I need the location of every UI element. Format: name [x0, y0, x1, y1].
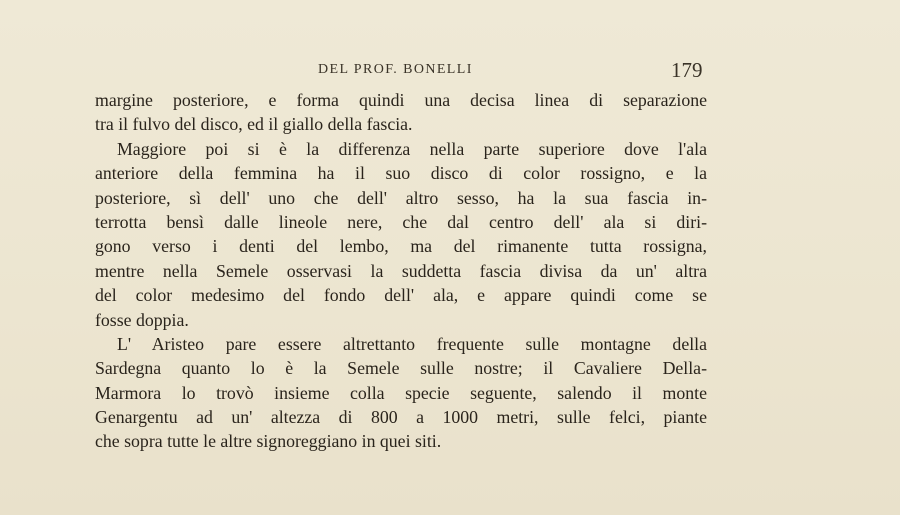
text-line: Sardegna quanto lo è la Semele sulle nostre; il Cavaliere Della-: [95, 358, 707, 379]
body-text: [95, 88, 707, 454]
text-line: fosse doppia.: [95, 309, 189, 330]
text-line: posteriore, sì dell' uno che dell' altro sesso, ha la sua fascia in-: [95, 187, 707, 208]
text-line: terrotta bensì dalle lineole nere, che dal centro dell' ala si diri-: [95, 211, 707, 232]
running-head: DEL PROF. BONELLI: [318, 62, 473, 77]
text-line: L' Aristeo pare essere altrettanto frequente sulle montagne della: [117, 333, 707, 354]
text-line: che sopra tutte le altre signoreggiano in quei siti.: [95, 431, 442, 452]
text-line: Maggiore poi si è la differenza nella parte superiore dove l'ala: [117, 138, 707, 159]
text-line: anteriore della femmina ha il suo disco di color rossigno, e la: [95, 163, 707, 184]
page-number: 179: [671, 58, 703, 82]
text-line: Genargentu ad un' altezza di 800 a 1000 metri, sulle felci, piante: [95, 407, 707, 428]
text-line: del color medesimo del fondo dell' ala, e appare quindi come se: [95, 285, 707, 306]
text-line: margine posteriore, e forma quindi una decisa linea di separazione: [95, 90, 707, 110]
text-line: gono verso i denti del lembo, ma del rimanente tutta rossigna,: [95, 236, 707, 257]
text-line: mentre nella Semele osservasi la suddetta fascia divisa da un' altra: [95, 260, 707, 281]
text-line: tra il fulvo del disco, ed il giallo della fascia.: [95, 114, 413, 135]
text-line: Marmora lo trovò insieme colla specie seguente, salendo il monte: [95, 382, 707, 403]
